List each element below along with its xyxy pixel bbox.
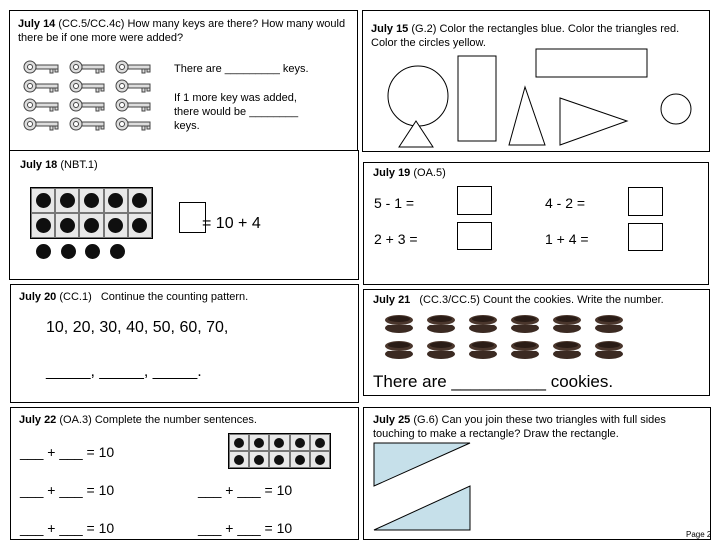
counting-pattern: 10, 20, 30, 40, 50, 60, 70, <box>46 319 229 336</box>
july14-answer2: If 1 more key was added, there would be ________ keys. <box>174 92 299 132</box>
cookie-icon <box>594 313 624 334</box>
july18-equation: = 10 + 4 <box>202 215 261 232</box>
extra-dot <box>110 244 125 259</box>
shape-triangle-small <box>399 121 433 147</box>
july14-code: (CC.5/CC.4c) <box>58 18 125 30</box>
july19-problem-4: 1 + 4 = <box>545 231 589 247</box>
shapes-figure <box>363 11 711 153</box>
triangle-upper <box>374 443 470 486</box>
july15-title: July 15 <box>371 23 409 35</box>
key-icon <box>22 78 64 94</box>
july20-title: July 20 <box>19 291 57 303</box>
number-sentence-3: ___ + ___ = 10 <box>198 482 293 498</box>
cookie-icon <box>552 339 582 360</box>
key-icon <box>114 116 156 132</box>
july22-instruction: Complete the number sentences. <box>94 414 257 426</box>
july18-code: (NBT.1) <box>60 159 98 171</box>
counting-blanks: _____, _____, _____. <box>46 363 202 380</box>
cookie-icon <box>468 339 498 360</box>
july21-panel <box>363 289 710 396</box>
july18-heading <box>20 158 98 172</box>
extra-dot <box>36 244 51 259</box>
ten-frame-july18 <box>30 187 153 239</box>
july25-question-text: Can you join these two triangles with full sides touching to make a rectangle? Draw the rectangle. <box>373 414 666 440</box>
cookie-icon <box>384 339 414 360</box>
july14-question <box>18 17 353 45</box>
shape-triangle-tall <box>509 87 545 145</box>
key-icon <box>68 59 110 75</box>
july15-code: (G.2) <box>411 23 437 35</box>
july19-title: July 19 <box>373 167 411 179</box>
july18-panel <box>9 150 359 280</box>
july19-problem-1: 5 - 1 = <box>374 195 415 211</box>
key-icon <box>114 59 156 75</box>
july22-heading <box>19 413 257 427</box>
shape-rectangle-wide <box>536 49 647 77</box>
cookie-icon <box>384 313 414 334</box>
number-sentence-4: ___ + ___ = 10 <box>20 520 115 536</box>
july21-answer: There are __________ cookies. <box>373 372 614 391</box>
cookie-icon <box>426 339 456 360</box>
key-icon <box>22 59 64 75</box>
key-icon <box>68 78 110 94</box>
cookie-icon <box>426 313 456 334</box>
number-sentence-1: ___ + ___ = 10 <box>20 444 115 460</box>
july19-answer-box-4[interactable] <box>628 223 663 251</box>
july14-panel <box>9 10 358 152</box>
page-number: Page 2 <box>686 530 712 539</box>
july20-instruction: Continue the counting pattern. <box>100 291 249 303</box>
key-icon <box>68 97 110 113</box>
july20-panel <box>10 284 359 403</box>
july19-heading <box>373 166 446 180</box>
july19-problem-2: 4 - 2 = <box>545 195 586 211</box>
july19-answer-box-2[interactable] <box>628 187 663 216</box>
july25-panel <box>363 407 711 540</box>
july19-code: (OA.5) <box>413 167 446 179</box>
july14-answer1: There are _________ keys. <box>174 63 309 75</box>
triangles-figure <box>364 408 712 541</box>
july15-question-text: Color the rectangles blue. Color the triangles red. Color the circles yellow. <box>371 23 680 49</box>
july20-heading <box>19 290 248 304</box>
extra-dot <box>61 244 76 259</box>
july19-problem-3: 2 + 3 = <box>374 231 418 247</box>
july21-heading <box>373 293 664 307</box>
july18-title: July 18 <box>20 159 58 171</box>
number-sentence-2: ___ + ___ = 10 <box>20 482 115 498</box>
cookie-icon <box>510 313 540 334</box>
extra-dot <box>85 244 100 259</box>
number-sentence-5: ___ + ___ = 10 <box>198 520 293 536</box>
cookie-icon <box>510 339 540 360</box>
shape-circle-small <box>661 94 691 124</box>
july19-answer-box-3[interactable] <box>457 222 492 250</box>
july21-instruction: Count the cookies. Write the number. <box>482 294 664 306</box>
july25-code: (G.6) <box>413 414 439 426</box>
july21-title: July 21 <box>373 294 411 306</box>
triangle-lower <box>374 486 470 530</box>
july19-panel <box>363 162 709 285</box>
july14-question-text: How many keys are there? How many would there be if one more were added? <box>18 18 346 44</box>
key-icon <box>22 97 64 113</box>
key-icon <box>114 78 156 94</box>
july20-code: (CC.1) <box>59 291 92 303</box>
july21-code: (CC.3/CC.5) <box>419 294 480 306</box>
july22-title: July 22 <box>19 414 57 426</box>
cookie-icon <box>594 339 624 360</box>
cookie-icon <box>468 313 498 334</box>
ten-frame-july22 <box>228 433 331 469</box>
july22-code: (OA.3) <box>59 414 92 426</box>
key-icon <box>114 97 156 113</box>
july15-panel <box>362 10 710 152</box>
july25-title: July 25 <box>373 414 411 426</box>
key-icon <box>68 116 110 132</box>
july22-panel <box>10 407 359 540</box>
shape-rectangle-tall <box>458 56 496 141</box>
cookie-icon <box>552 313 582 334</box>
key-icon <box>22 116 64 132</box>
shape-circle-large <box>388 66 448 126</box>
july14-title: July 14 <box>18 18 56 30</box>
july19-answer-box-1[interactable] <box>457 186 492 215</box>
shape-triangle-wide <box>560 98 627 145</box>
